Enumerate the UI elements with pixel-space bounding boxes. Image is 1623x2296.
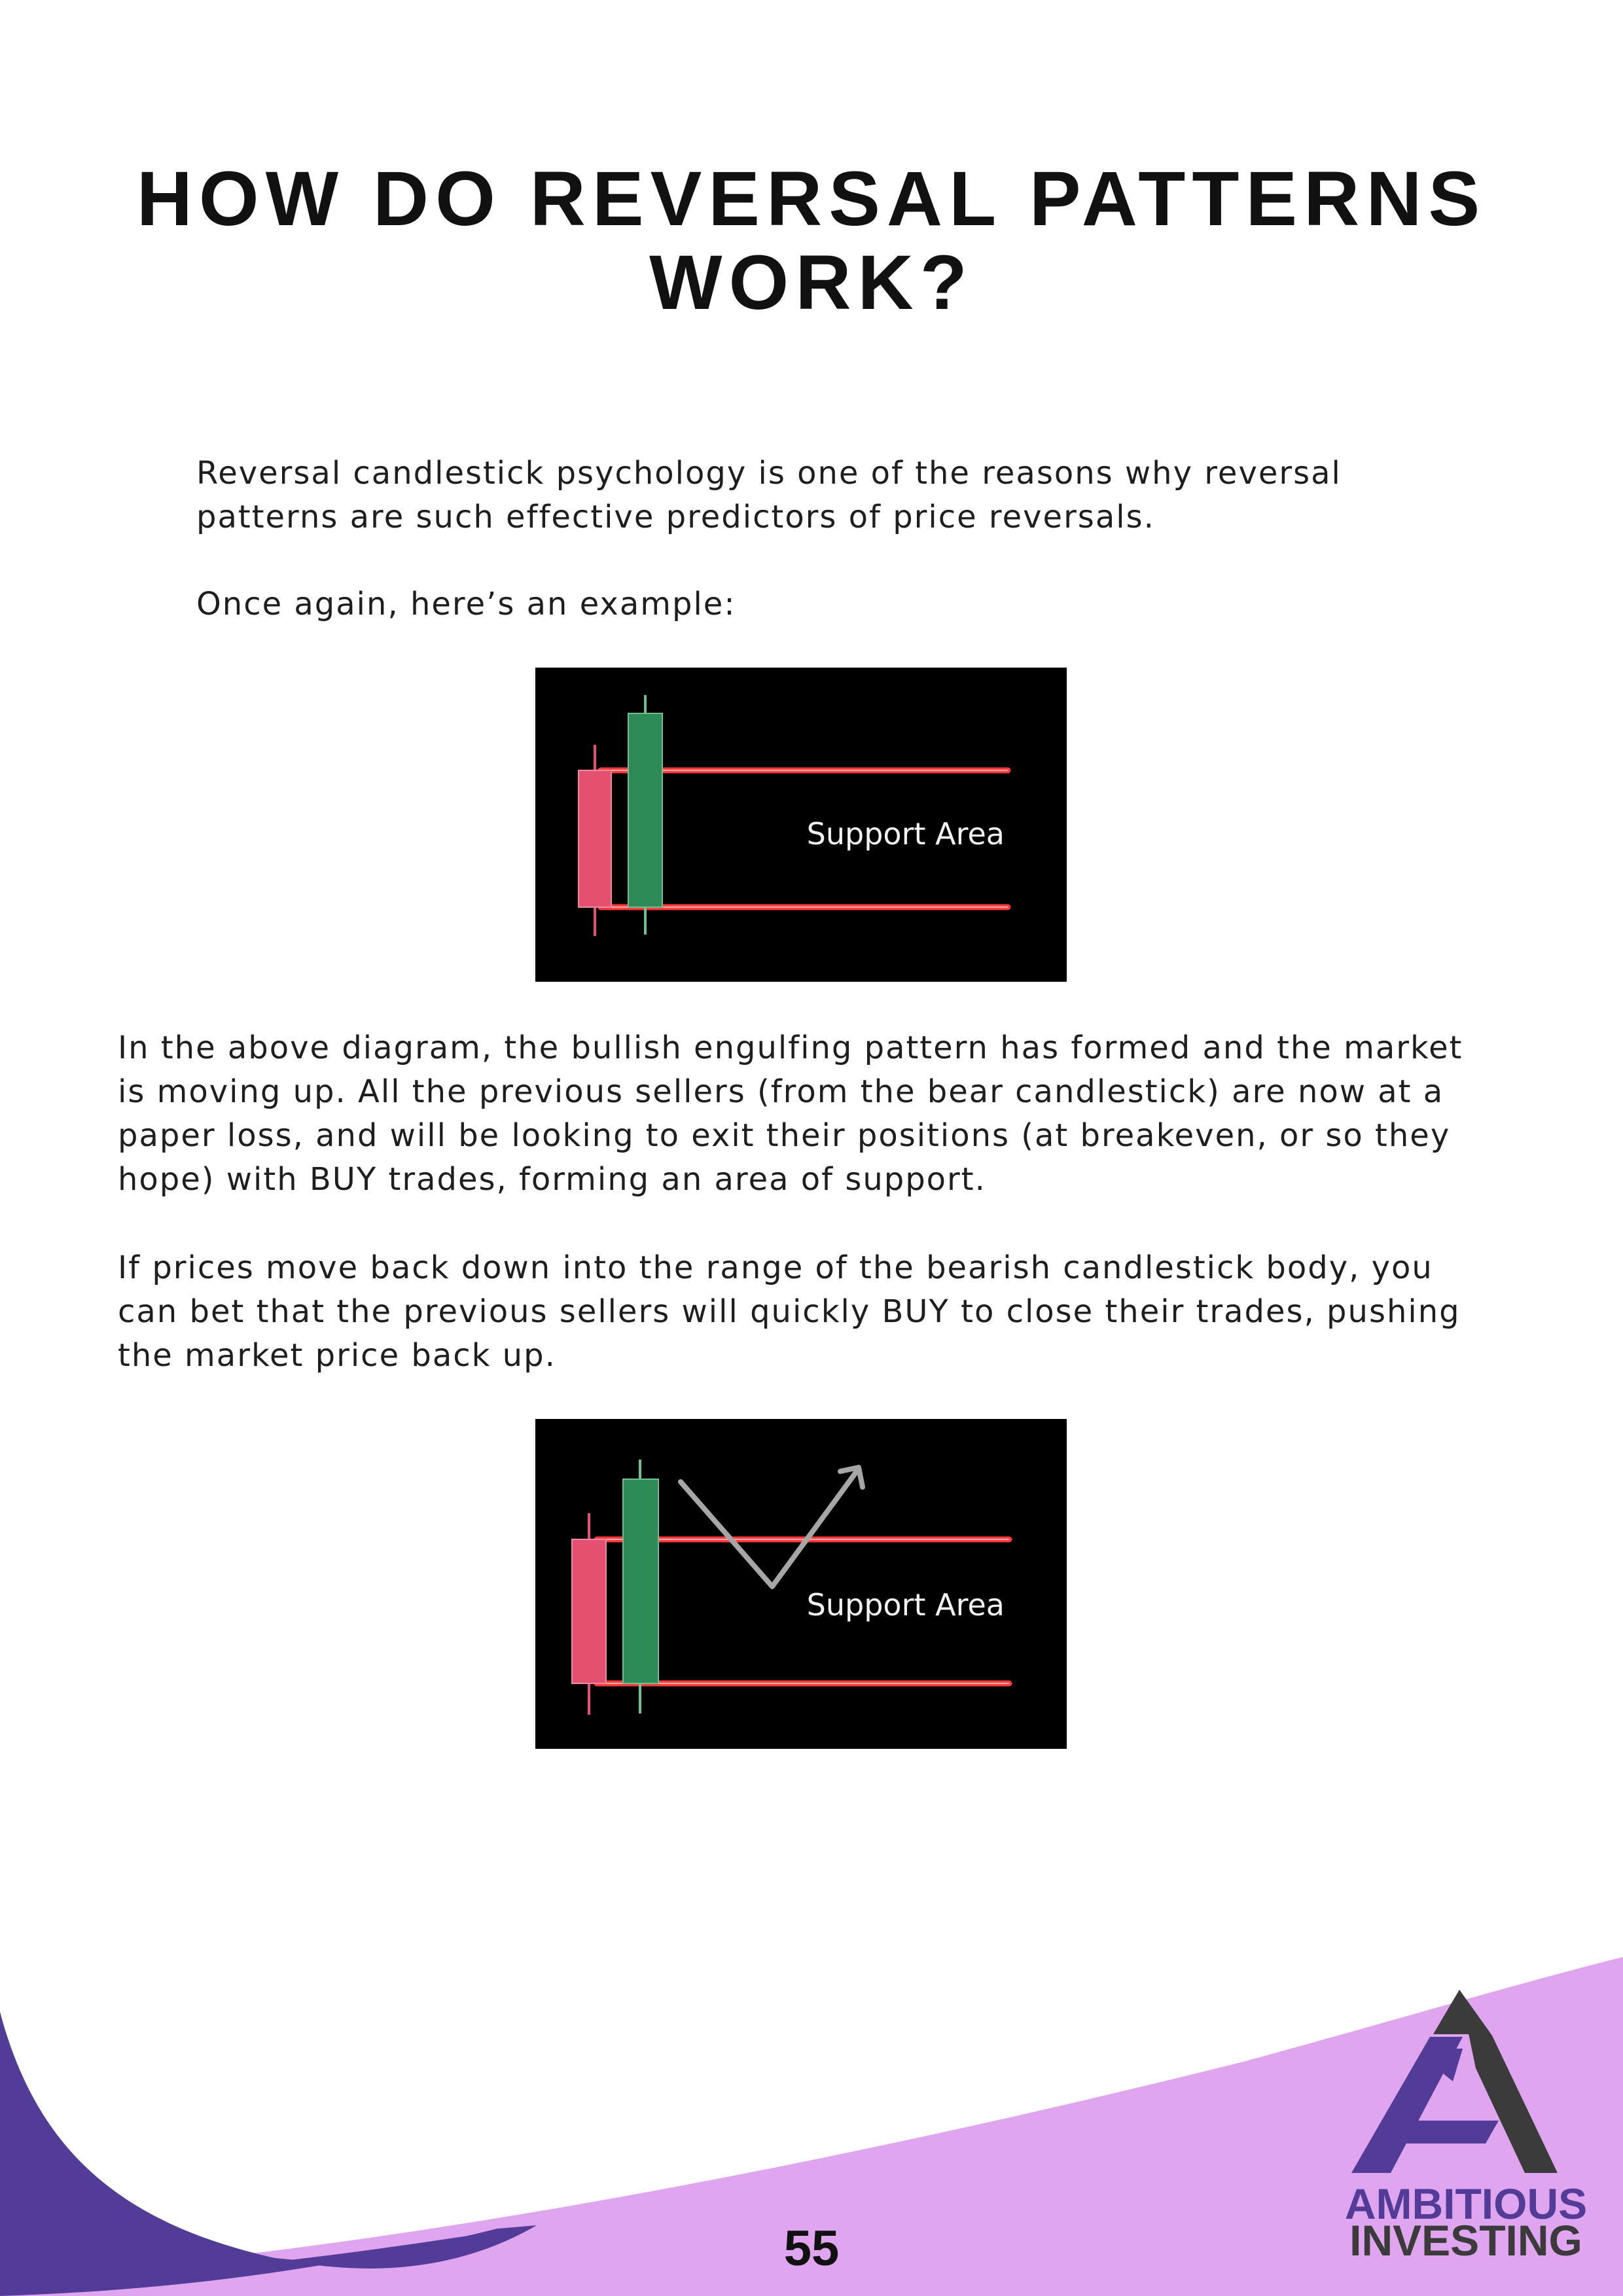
support-area-figure-2 — [535, 1419, 1067, 1749]
body1-line-3: paper loss, and will be looking to exit their positions (at breakeven, or so they — [118, 1117, 1451, 1154]
body1-line-4: hope) with BUY trades, forming an area of support. — [118, 1161, 986, 1198]
support-area-label-2: Support Area — [806, 1587, 1005, 1623]
example-line: Once again, here’s an example: — [196, 586, 736, 622]
intro-paragraph — [196, 452, 1342, 539]
support-area-chart-1 — [535, 668, 1067, 982]
bullish-candle-body — [623, 1479, 658, 1683]
page-title-line-2: WORK? — [649, 240, 974, 326]
logo-text-line-1: AMBITIOUS — [1344, 2179, 1588, 2228]
body2-line-1: If prices move back down into the range of the bearish candlestick body, you — [118, 1249, 1433, 1286]
support-area-figure-1 — [535, 668, 1067, 982]
logo-text-line-2: INVESTING — [1349, 2216, 1582, 2265]
bullish-candle-body — [628, 713, 662, 907]
body2-line-2: can bet that the previous sellers will quickly BUY to close their trades, pushing — [118, 1293, 1461, 1330]
bearish-candle-body — [572, 1539, 606, 1683]
body1-line-2: is moving up. All the previous sellers (from the bear candlestick) are now at a — [118, 1073, 1444, 1110]
support-area-label-1: Support Area — [806, 816, 1005, 852]
bearish-candle-body — [579, 770, 611, 907]
body1-line-1: In the above diagram, the bullish engulfing pattern has formed and the market — [118, 1030, 1463, 1066]
intro-line-2: patterns are such effective predictors of price reversals. — [196, 499, 1155, 535]
page-title-line-1: HOW DO REVERSAL PATTERNS — [136, 156, 1487, 242]
body-paragraph-1 — [118, 1026, 1463, 1202]
body-paragraph-2 — [118, 1246, 1461, 1378]
page-title — [0, 157, 1623, 325]
intro-line-1: Reversal candlestick psychology is one of the reasons why reversal — [196, 455, 1342, 492]
reversal-path-arrow — [681, 1469, 859, 1587]
page-number: 55 — [783, 2221, 840, 2276]
example-paragraph — [196, 583, 736, 626]
logo-gray-top — [1433, 1990, 1489, 2034]
logo-purple-crossbar — [1397, 2121, 1499, 2144]
body2-line-3: the market price back up. — [118, 1337, 556, 1374]
support-area-chart-2 — [535, 1419, 1067, 1749]
